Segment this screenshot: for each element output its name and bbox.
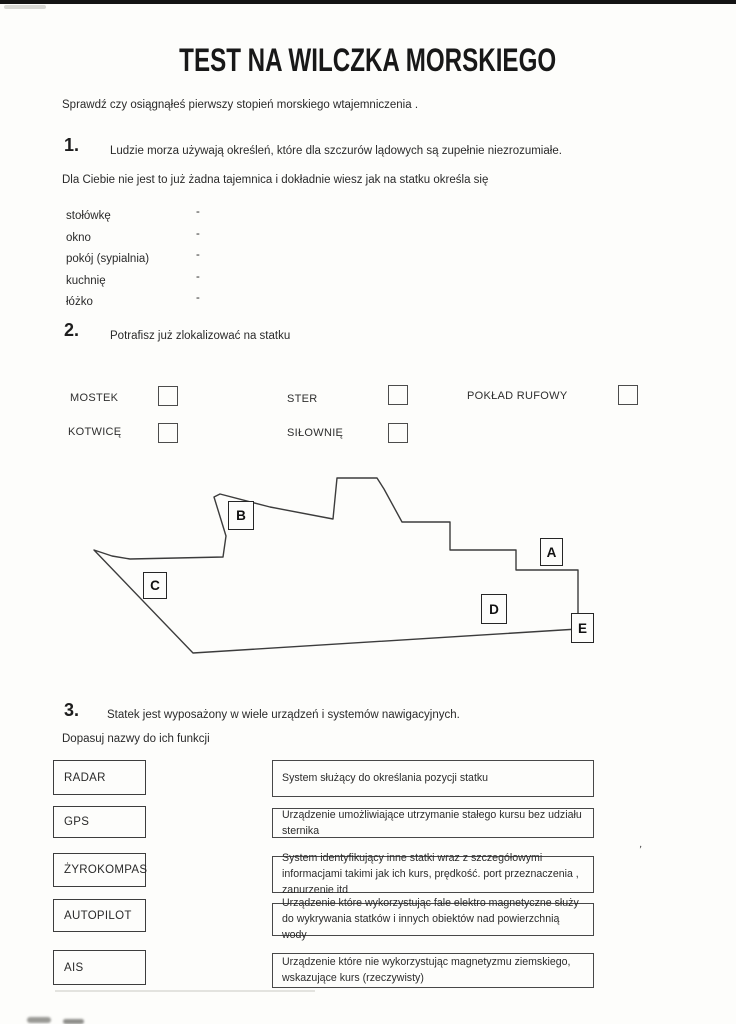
device-label: GPS: [64, 816, 90, 828]
device-label: ŻYROKOMPAS: [64, 864, 148, 876]
function-text: System służący do określania pozycji statku: [282, 772, 489, 785]
page-title: [0, 42, 736, 78]
device-box-autopilot: [53, 899, 146, 932]
q2-text: Potrafisz już zlokalizować na statku: [110, 330, 291, 342]
q3-line2: Dopasuj nazwy do ich funkcji: [62, 733, 210, 745]
page-title-text: TEST NA WILCZKA MORSKIEGO: [179, 42, 557, 79]
device-box-gps: [53, 806, 146, 838]
term-dash: -: [196, 271, 200, 283]
term-label: pokój (sypialnia): [66, 253, 150, 265]
ship-letter: C: [150, 578, 160, 593]
function-box-5: [272, 953, 594, 988]
ship-label-a: [540, 538, 563, 566]
term-dash: -: [196, 292, 200, 304]
checkbox-poklad-rufowy[interactable]: [618, 385, 638, 405]
term-row: [66, 206, 326, 222]
q3-line1: Statek jest wyposażony w wiele urządzeń i systemów nawigacyjnych.: [107, 709, 460, 721]
scan-smudge: [4, 5, 46, 9]
ship-letter: E: [577, 620, 587, 636]
ship-label-b: [228, 501, 254, 530]
scan-edge-artifact: [0, 0, 736, 4]
function-text: Urządzenie umożliwiające utrzymanie stałego kursu bez udziału sternika: [282, 808, 582, 837]
ship-letter: D: [489, 601, 499, 617]
q3-number: 3.: [64, 700, 80, 720]
function-text: System identyfikujący inne statki wraz z szczegółowymi informacjami takimi jak ich kurs, prędkość. port przeznaczenia , zanurzenie itd: [282, 852, 579, 896]
term-dash: -: [196, 206, 200, 218]
q1-line1: Ludzie morza używają określeń, które dla szczurów lądowych są zupełnie niezrozumiałe.: [110, 145, 562, 157]
scan-faint-line: [55, 990, 315, 992]
checkbox-ster[interactable]: [388, 385, 408, 405]
option-label-silownie: SIŁOWNIĘ: [287, 427, 344, 439]
device-label: AIS: [64, 961, 84, 974]
option-label-mostek: MOSTEK: [70, 392, 119, 404]
ship-letter: A: [546, 544, 557, 560]
term-label: stołówkę: [66, 210, 111, 222]
q1-number: 1.: [64, 135, 80, 155]
intro-text: Sprawdź czy osiągnąłeś pierwszy stopień morskiego wtajemniczenia .: [62, 99, 419, 111]
checkbox-silownie[interactable]: [388, 423, 408, 443]
device-label: RADAR: [64, 771, 106, 784]
function-box-4: [272, 897, 594, 941]
function-box-1: [272, 760, 594, 797]
function-box-2: [272, 808, 594, 838]
term-label: łóżko: [66, 296, 93, 308]
device-label: AUTOPILOT: [64, 909, 132, 922]
option-label-kotwice: KOTWICĘ: [68, 426, 122, 438]
option-label-poklad-rufowy: POKŁAD RUFOWY: [467, 390, 568, 402]
function-text: Urządzenie które nie wykorzystując magnetyzmu ziemskiego, wskazujące kurs (rzeczywisty): [282, 956, 571, 984]
term-row: [66, 271, 326, 287]
term-dash: -: [196, 249, 200, 261]
ship-label-e: [571, 613, 594, 643]
term-label: okno: [66, 232, 91, 244]
ship-letter: B: [236, 508, 246, 523]
device-box-zyrokompas: [53, 853, 146, 887]
q1-line2: Dla Ciebie nie jest to już żadna tajemnica i dokładnie wiesz jak na statku określa się: [62, 174, 489, 186]
checkbox-mostek[interactable]: [158, 386, 178, 406]
term-dash: -: [196, 228, 200, 240]
ship-label-d: [481, 594, 507, 624]
function-box-3: [272, 852, 594, 896]
device-box-ais: [53, 950, 146, 985]
ship-label-c: [143, 572, 167, 599]
q2-number: 2.: [64, 320, 80, 340]
scan-smudge: [27, 1017, 51, 1023]
function-text: Urządzenie które wykorzystując fale elektro magnetyczne służy do wykrywania statków i innych obiektów nad powierzchnią wody: [282, 897, 579, 941]
term-label: kuchnię: [66, 275, 106, 287]
scan-speck: ‚: [638, 837, 644, 851]
checkbox-kotwice[interactable]: [158, 423, 178, 443]
term-row: [66, 228, 326, 244]
term-row: [66, 249, 326, 265]
scan-smudge: [63, 1019, 84, 1024]
option-label-ster: STER: [287, 393, 318, 405]
term-row: [66, 292, 326, 308]
device-box-radar: [53, 760, 146, 795]
